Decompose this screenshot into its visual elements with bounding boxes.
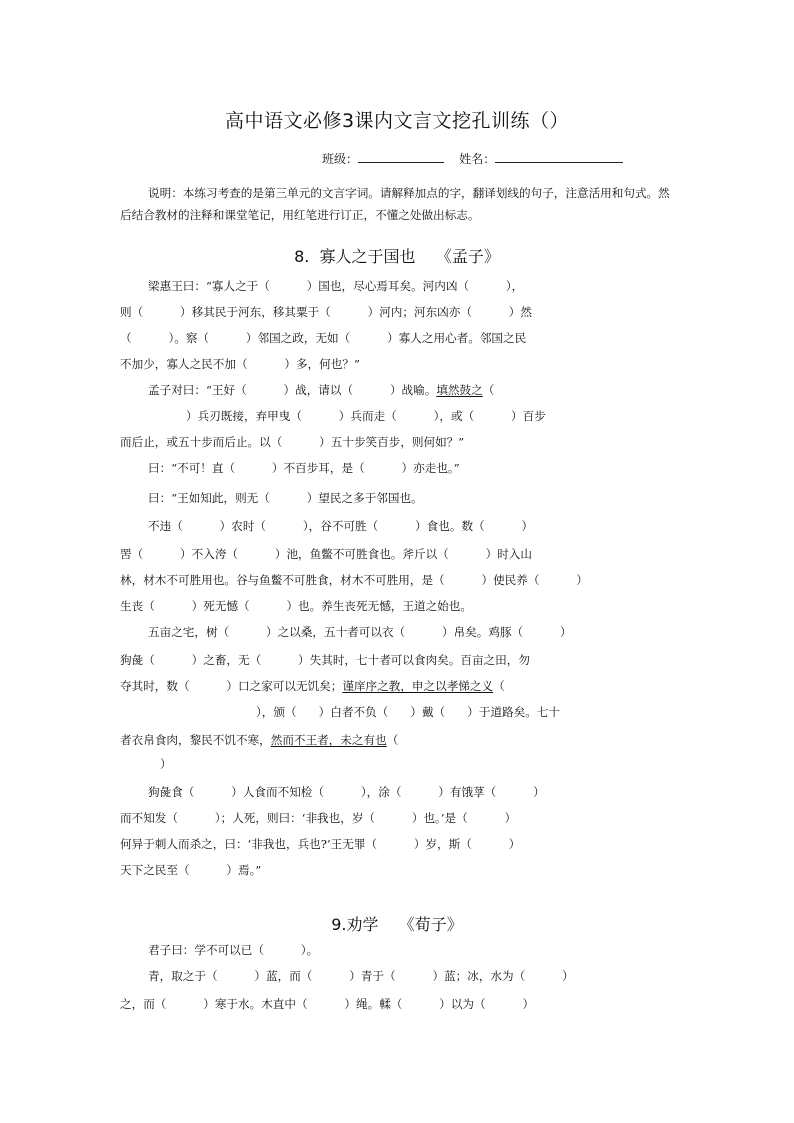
section-9-heading: 9.劝学 《荀子》 xyxy=(331,915,463,934)
text-line: 君子曰：学不可以已（ ）。 xyxy=(148,943,319,957)
underlined-sentence: 然而不王者，未之有也 xyxy=(270,733,387,747)
underlined-sentence: 谨庠序之教，申之以孝悌之义 xyxy=(342,679,494,693)
text-line: 林，材木不可胜用也。谷与鱼鳖不可胜食，材木不可胜用，是（ ）使民养（ ） xyxy=(120,573,588,587)
text-line: 则（ ）移其民于河东，移其粟于（ ）河内；河东凶亦（ ）然 xyxy=(120,305,532,319)
text-span: 夺其时，数（ ）口之家可以无饥矣； xyxy=(120,679,343,693)
text-line: 梁惠王曰：“寡人之于（ ）国也，尽心焉耳矣。河内凶（ ）， xyxy=(148,279,524,293)
text-line: 天下之民至（ ）焉。” xyxy=(120,863,262,877)
text-line: 生丧（ ）死无憾（ ）也。养生丧死无憾，王道之始也。 xyxy=(120,599,472,613)
text-span: 孟子对曰：“王好（ ）战，请以（ ）战喻。 xyxy=(148,383,437,397)
text-line: 曰：“不可！直（ ）不百步耳，是（ ）亦走也。” xyxy=(148,461,460,475)
text-line xyxy=(120,676,685,696)
text-line: 曰：“王如知此，则无（ ）望民之多于邻国也。 xyxy=(148,491,423,505)
text-span: （ xyxy=(482,383,495,397)
page-title: 高中语文必修3课内文言文挖孔训练（） xyxy=(224,110,570,132)
text-line: 狗彘（ ）之畜，无（ ）失其时，七十者可以食肉矣。百亩之田，勿 xyxy=(120,653,530,667)
text-line xyxy=(120,730,685,750)
instructions: 说明：本练习考查的是第三单元的文言字词。请解释加点的字，翻译划线的句子，注意活用和句式。然后结合教材的注释和课堂笔记，用红笔进行订正，不懂之处做出标志。 xyxy=(120,186,670,222)
text-line: 而不知发（ ）；人死，则曰：‘非我也，岁（ ）也。’是（ ） xyxy=(120,811,517,825)
text-line: ）兵刃既接，弃甲曳（ ）兵而走（ ），或（ ）百步 xyxy=(186,409,546,423)
text-line xyxy=(148,380,713,400)
text-line: （ ）。察（ ）邻国之政，无如（ ）寡人之用心者。邻国之民 xyxy=(120,331,527,345)
text-line: 之，而（ ）寒于水。木直中（ ）绳。輮（ ）以为（ ） xyxy=(120,997,535,1011)
section-8-heading: 8. 寡人之于国也 《孟子》 xyxy=(294,247,500,266)
text-line: 而后止，或五十步而后止。以（ ）五十步笑百步，则何如？” xyxy=(120,435,465,449)
text-line: ），颁（ ）白者不负（ ）戴（ ）于道路矣。七十 xyxy=(256,705,561,719)
text-span: （ xyxy=(493,679,505,693)
text-line: 罟（ ）不入洿（ ）池，鱼鳖不可胜食也。斧斤以（ ）时入山 xyxy=(120,547,532,561)
class-blank[interactable] xyxy=(358,150,444,163)
class-name-line xyxy=(322,150,623,167)
class-label: 班级： xyxy=(322,152,359,166)
name-label: 姓名： xyxy=(459,152,496,166)
underlined-sentence: 填然鼓之 xyxy=(436,383,483,397)
text-line: 青，取之于（ ）蓝，而（ ）青于（ ）蓝；冰，水为（ ） xyxy=(148,969,574,983)
text-line: 不加少，寡人之民不加（ ）多，何也？” xyxy=(120,357,360,371)
text-line: 何异于刺人而杀之，曰：‘非我也，兵也?’王无罪（ ）岁，斯（ ） xyxy=(120,837,521,851)
text-line: ） xyxy=(160,757,172,771)
text-span: 者衣帛食肉，黎民不饥不寒， xyxy=(120,733,271,747)
text-line: 狗彘食（ ）人食而不知检（ ），涂（ ）有饿莩（ ） xyxy=(148,785,545,799)
text-span: （ xyxy=(386,733,399,747)
text-line: 不违（ ）农时（ ），谷不可胜（ ）食也。数（ ） xyxy=(148,519,534,533)
name-blank[interactable] xyxy=(495,150,623,163)
text-line: 五亩之宅，树（ ）之以桑，五十者可以衣（ ）帛矣。鸡豚（ ） xyxy=(148,625,572,639)
